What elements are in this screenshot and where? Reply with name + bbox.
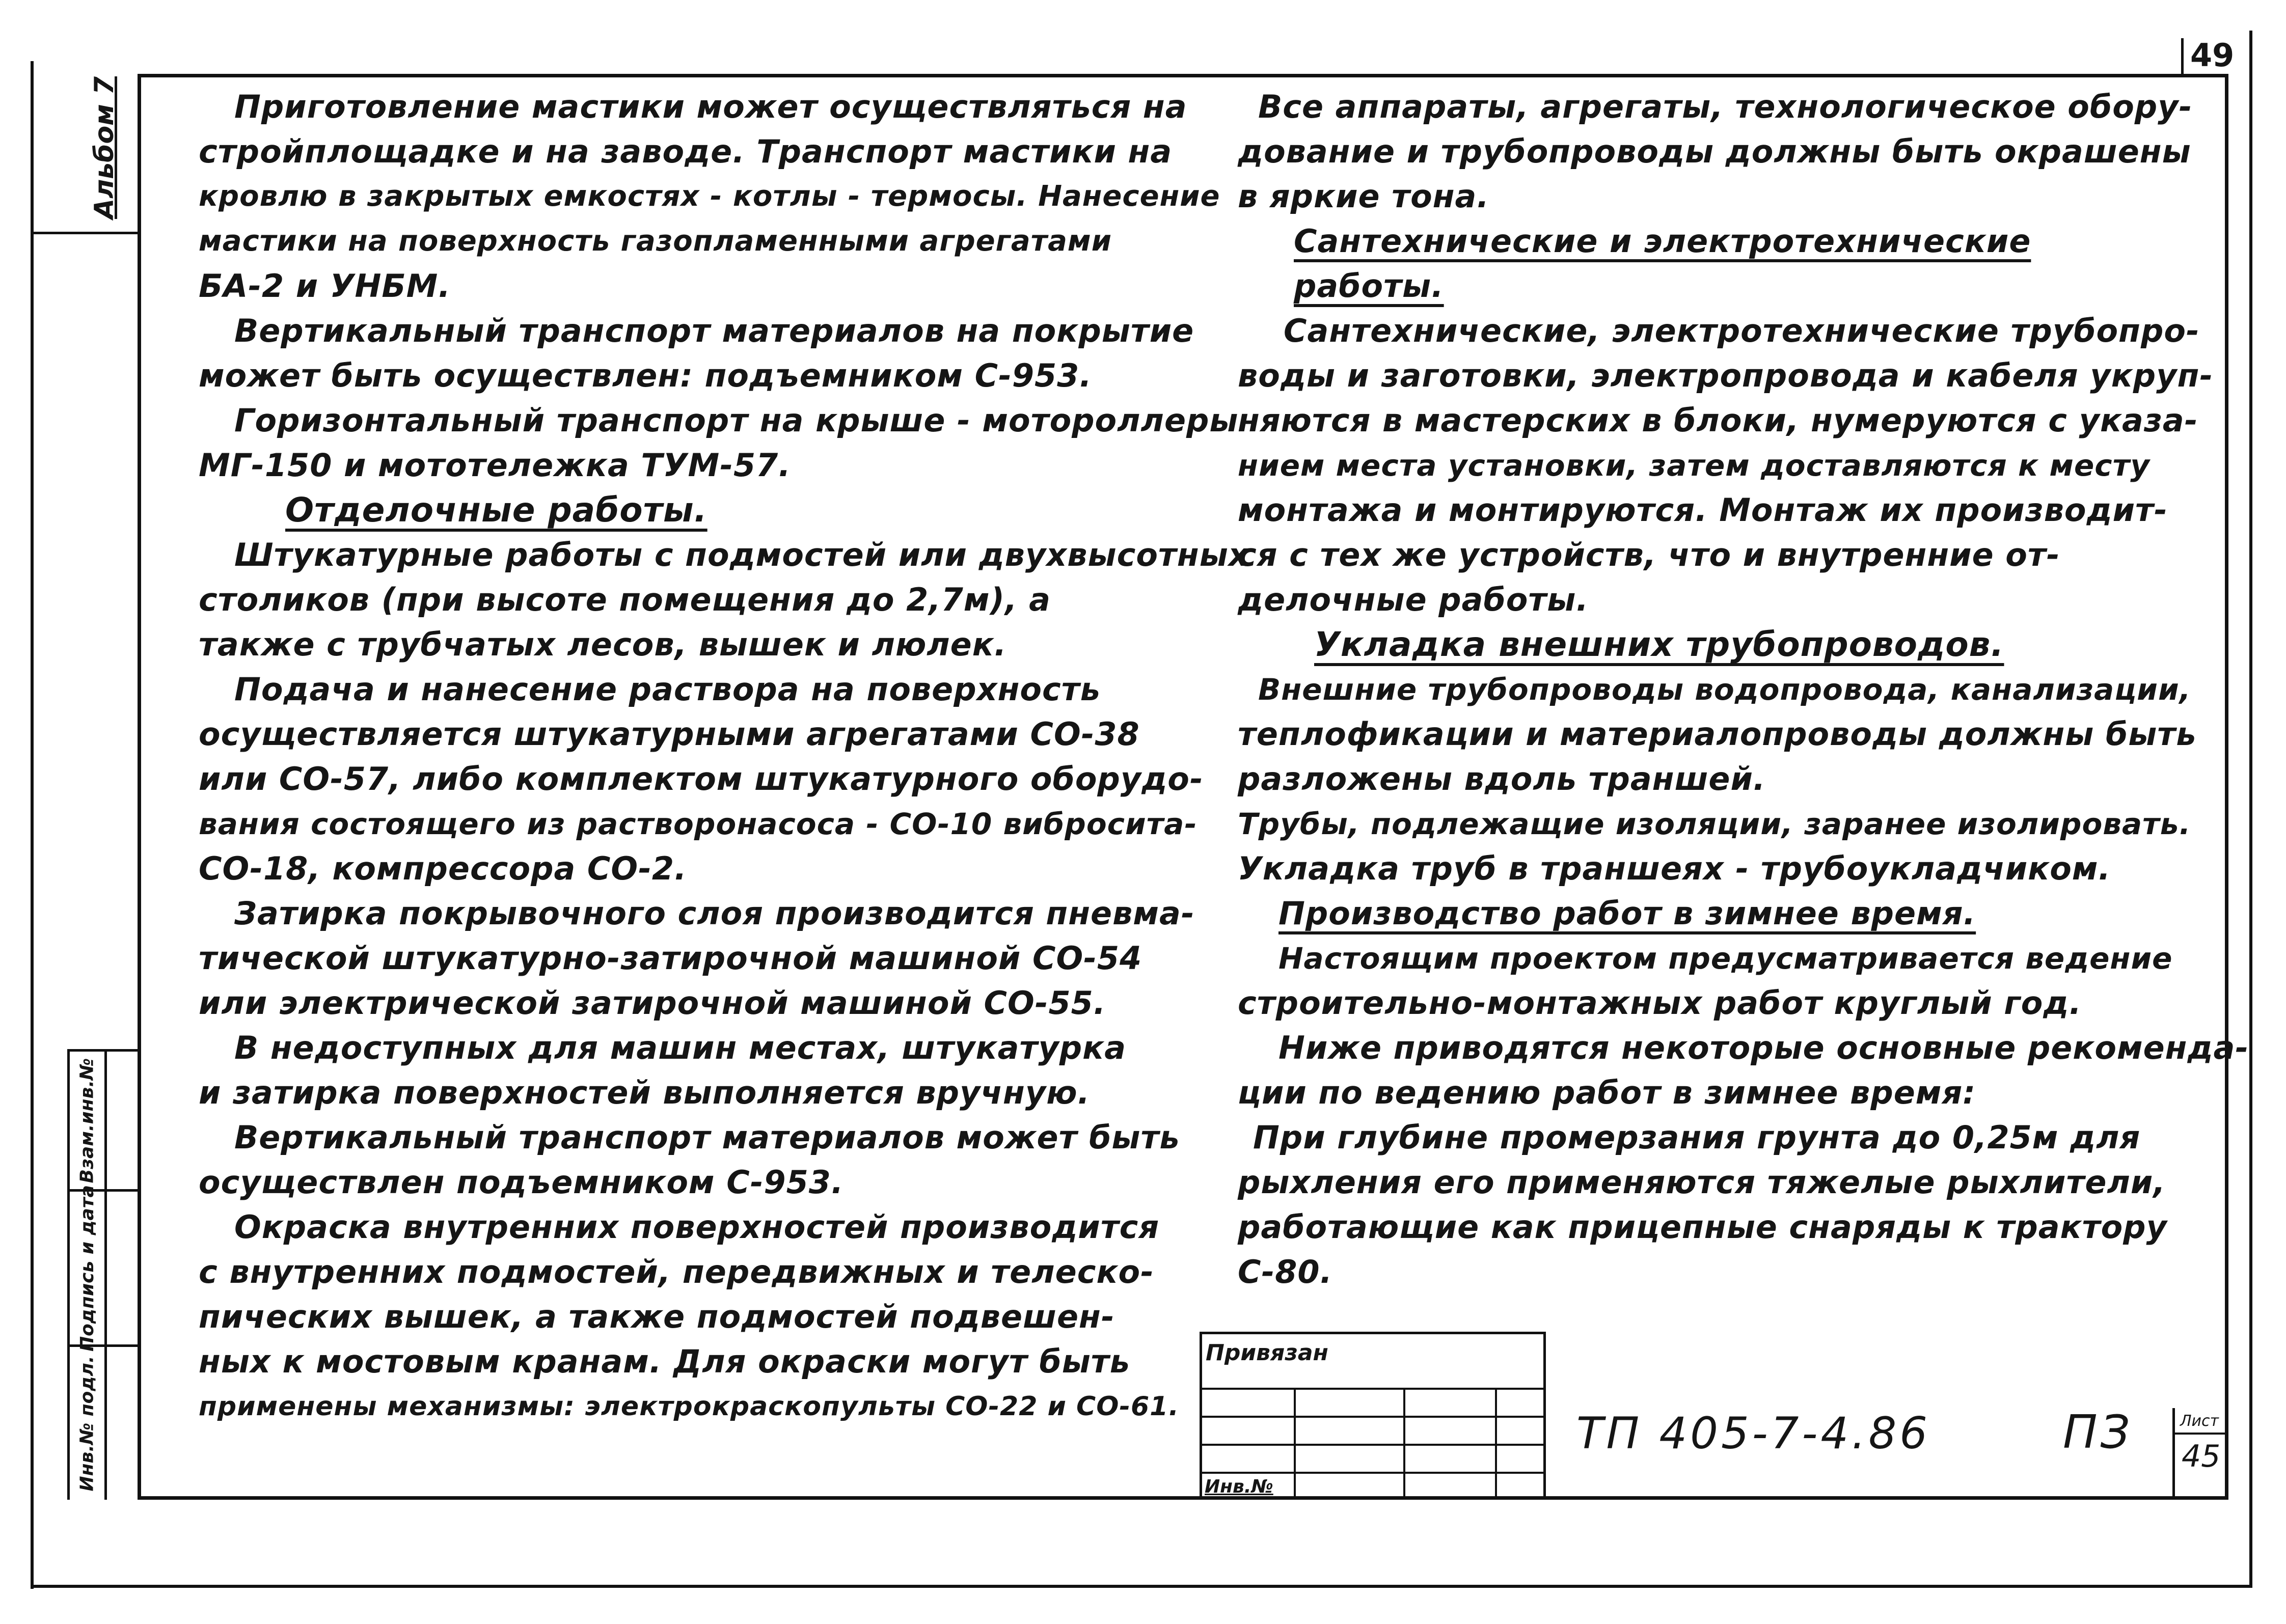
privyazan-label: Привязан xyxy=(1206,1340,1328,1366)
stamp-row-line xyxy=(1200,1444,1546,1446)
sheet-cell-divider xyxy=(2172,1433,2228,1435)
stamp-col-line xyxy=(1495,1388,1497,1500)
left-line: также с трубчатых лесов, вышек и люлек. xyxy=(199,626,1007,663)
page-number-separator xyxy=(2181,38,2184,76)
right-line: строительно-монтажных работ круглый год. xyxy=(1238,984,2082,1022)
right-line: рыхления его применяются тяжелые рыхлители, xyxy=(1238,1164,2166,1201)
sheet-label: Лист xyxy=(2180,1412,2219,1430)
right-line: При глубине промерзания грунта до 0,25м для xyxy=(1253,1119,2141,1156)
side-strip-mid-border xyxy=(104,1049,107,1500)
right-line: в яркие тона. xyxy=(1238,178,1489,215)
right-line: Укладка труб в траншеях - трубоукладчиком. xyxy=(1238,850,2111,887)
stamp-col-line xyxy=(1403,1388,1405,1500)
left-heading: Отделочные работы. xyxy=(285,490,707,530)
stamp-row-line xyxy=(1200,1416,1546,1418)
left-line: может быть осуществлен: подъемником С-953. xyxy=(199,357,1092,394)
album-divider-line xyxy=(34,232,139,234)
right-line: ции по ведению работ в зимнее время: xyxy=(1238,1074,1976,1111)
left-line: Затирка покрывочного слоя производится пневма- xyxy=(234,895,1195,932)
right-line: делочные работы. xyxy=(1238,581,1589,618)
left-line: БА-2 и УНБМ. xyxy=(199,267,451,305)
sheet-number: 45 xyxy=(2182,1439,2221,1474)
outer-frame-bottom xyxy=(31,1585,2251,1588)
left-line: и затирка поверхностей выполняется вручную. xyxy=(199,1074,1091,1111)
right-heading: Сантехнические и электротехнические xyxy=(1294,223,2031,260)
right-line: дование и трубопроводы должны быть окрашены xyxy=(1238,133,2191,170)
left-line: применены механизмы: электрокраскопульты СО-22 и СО-61. xyxy=(199,1391,1180,1422)
right-line: няются в мастерских в блоки, нумеруются с указа- xyxy=(1238,402,2198,439)
right-line: Ниже приводятся некоторые основные рекоменда- xyxy=(1278,1029,2249,1066)
right-line: Все аппараты, агрегаты, технологическое обору- xyxy=(1258,88,2193,125)
left-line: СО-18, компрессора СО-2. xyxy=(199,850,687,887)
podpis-data-label: Подпись и дата xyxy=(76,1185,98,1352)
right-line: работающие как прицепные снаряды к трактору xyxy=(1238,1208,2167,1246)
right-heading: Производство работ в зимнее время. xyxy=(1278,895,1976,932)
left-line: осуществляется штукатурными агрегатами СО-38 xyxy=(199,715,1140,753)
left-line: тической штукатурно-затирочной машиной СО-54 xyxy=(199,940,1142,977)
stamp-row-line xyxy=(1200,1388,1546,1390)
left-line: Подача и нанесение раствора на поверхность xyxy=(234,671,1101,708)
right-line: Настоящим проектом предусматривается ведение xyxy=(1278,941,2173,976)
corner-page-number: 49 xyxy=(2190,37,2235,74)
right-line: теплофикации и материалопроводы должны быть xyxy=(1238,715,2197,753)
left-line: осуществлен подъемником С-953. xyxy=(199,1164,844,1201)
stamp-top-border xyxy=(1200,1332,1546,1334)
left-line: Штукатурные работы с подмостей или двухвысотных xyxy=(234,536,1249,573)
inv-podl-label: Инв.№ подл. xyxy=(76,1355,98,1492)
left-line: Вертикальный транспорт материалов может быть xyxy=(234,1119,1180,1156)
doc-code: ТП 405-7-4.86 xyxy=(1576,1408,1930,1459)
right-line: ся с тех же устройств, что и внутренние от- xyxy=(1238,536,2060,573)
left-line: или СО-57, либо комплектом штукатурного оборудо- xyxy=(199,760,1204,797)
left-line: пических вышек, а также подмостей подвешен- xyxy=(199,1298,1115,1335)
title-block xyxy=(1200,1332,2228,1500)
right-line: Внешние трубопроводы водопровода, канализации, xyxy=(1258,672,2191,707)
sheet-cell-left xyxy=(2172,1408,2175,1500)
section-code: ПЗ xyxy=(2063,1406,2133,1459)
right-line: монтажа и монтируются. Монтаж их производит- xyxy=(1238,491,2168,529)
outer-frame-right xyxy=(2249,31,2252,1588)
right-line: Сантехнические, электротехнические трубопро- xyxy=(1284,312,2200,349)
left-line: с внутренних подмостей, передвижных и телеско- xyxy=(199,1253,1154,1290)
inv-podl-box xyxy=(70,1347,104,1500)
right-text-column xyxy=(1238,85,2249,1295)
album-label: Альбом 7 xyxy=(89,76,120,219)
left-line: вания состоящего из растворонасоса - СО-10 вибросита- xyxy=(199,807,1198,841)
right-heading: работы. xyxy=(1294,267,1444,305)
right-line: С-80. xyxy=(1238,1253,1333,1290)
left-line: или электрической затирочной машиной СО-55. xyxy=(199,984,1106,1022)
left-line: МГ-150 и мототележка ТУМ-57. xyxy=(199,447,791,484)
stamp-col-line xyxy=(1294,1388,1296,1500)
left-line: Горизонтальный транспорт на крыше - мотороллеры xyxy=(234,402,1239,439)
right-line: нием места установки, затем доставляются к месту xyxy=(1238,448,2151,483)
left-line: Окраска внутренних поверхностей производится xyxy=(234,1208,1160,1246)
left-line: В недоступных для машин местах, штукатурка xyxy=(234,1029,1127,1066)
inv-no-label: Инв.№ xyxy=(1205,1476,1273,1497)
left-text-column xyxy=(199,85,1249,1429)
left-line: Приготовление мастики может осуществляться на xyxy=(234,88,1187,125)
left-line: ных к мостовым кранам. Для окраски могут быть xyxy=(199,1343,1130,1380)
outer-frame-left xyxy=(31,61,34,1589)
podpis-data-box xyxy=(70,1185,104,1352)
album-label-box xyxy=(76,71,132,224)
left-line: мастики на поверхность газопламенными агрегатами xyxy=(199,225,1112,258)
left-line: кровлю в закрытых емкостях - котлы - термосы. Нанесение xyxy=(199,180,1220,213)
right-line: Трубы, подлежащие изоляции, заранее изолировать. xyxy=(1238,807,2191,841)
left-line: столиков (при высоте помещения до 2,7м), а xyxy=(199,581,1051,618)
right-line: воды и заготовки, электропровода и кабеля укруп- xyxy=(1238,357,2214,394)
right-heading: Укладка внешних трубопроводов. xyxy=(1314,625,2004,664)
vzam-inv-label: Взам.инв.№ xyxy=(76,1058,98,1183)
left-line: Вертикальный транспорт материалов на покрытие xyxy=(234,312,1194,349)
right-line: разложены вдоль траншей. xyxy=(1238,760,1766,797)
vzam-inv-box xyxy=(70,1052,104,1189)
stamp-row-line xyxy=(1200,1472,1546,1474)
left-line: стройплощадке и на заводе. Транспорт мастики на xyxy=(199,133,1173,170)
